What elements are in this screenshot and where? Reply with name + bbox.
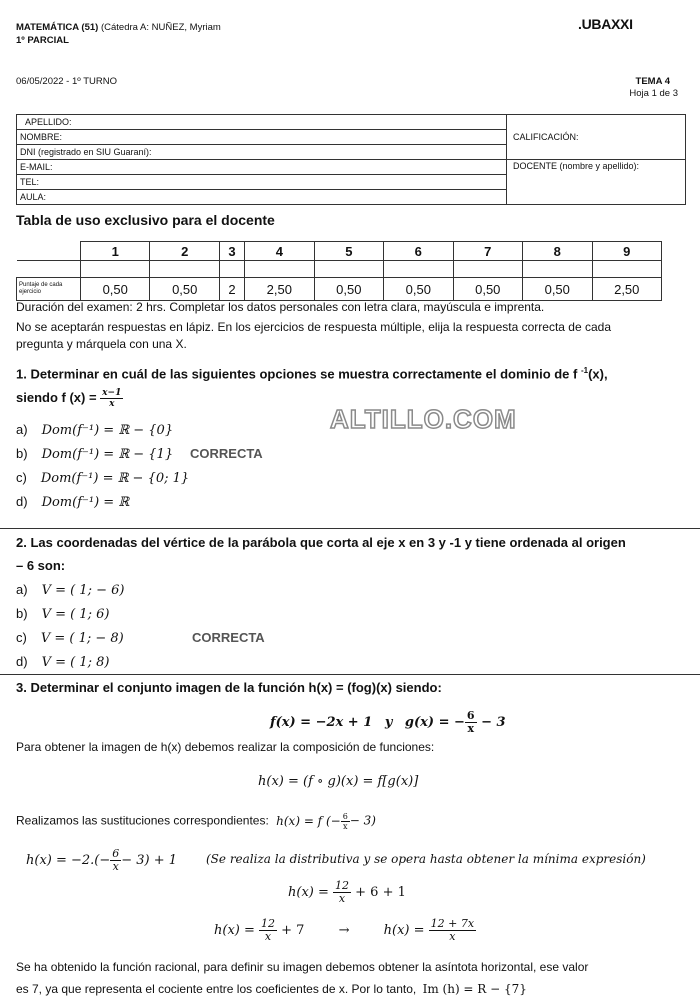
- score-value: 0,50: [523, 278, 592, 301]
- score-value: 2: [219, 278, 244, 301]
- q1-option-d[interactable]: d) Dom(f⁻¹) = ℝ: [16, 494, 130, 510]
- q1-fraction: $\frac{x-1}{x}$: [102, 388, 122, 409]
- field-apellido[interactable]: APELLIDO:: [17, 115, 507, 130]
- score-col-header: 9: [592, 242, 662, 261]
- field-aula[interactable]: AULA:: [17, 190, 507, 205]
- score-value: 0,50: [453, 278, 522, 301]
- score-col-header: 6: [384, 242, 453, 261]
- q3-given-functions: f(x) = −2x + 1 y g(x) = − $\frac{6}{x}$ − 3: [270, 709, 506, 735]
- tema-label: TEMA 4: [635, 76, 670, 87]
- q2-option-a[interactable]: a) V = ( 1; − 6): [16, 582, 125, 598]
- q3-conclusion-line-2: es 7, ya que representa el cociente entre los coeficientes de x. Por lo tanto, Im (h) = R − {7}: [16, 982, 527, 996]
- field-email[interactable]: E-MAIL:: [17, 160, 507, 175]
- score-col-header: 7: [453, 242, 522, 261]
- score-col-header: 2: [150, 242, 219, 261]
- score-value: 0,50: [384, 278, 453, 301]
- altillo-watermark: ALTILLO.COM: [330, 404, 517, 434]
- brand-logo: .UBAXXI: [578, 16, 633, 32]
- section-divider: [0, 528, 700, 529]
- q3-substitution: Realizamos las sustituciones correspondientes: h(x) = f (− $\frac{6}{x}$ − 3): [16, 812, 376, 831]
- score-col-header: 3: [219, 242, 244, 261]
- score-col-header: 8: [523, 242, 592, 261]
- field-docente: DOCENTE (nombre y apellido):: [507, 160, 686, 205]
- date-turn: 06/05/2022 - 1º TURNO: [16, 76, 117, 87]
- q3-statement: 3. Determinar el conjunto imagen de la función h(x) = (fog)(x) siendo:: [16, 680, 442, 695]
- score-input-cell[interactable]: [592, 261, 662, 278]
- q2-option-b[interactable]: b) V = ( 1; 6): [16, 606, 110, 622]
- score-value: 2,50: [245, 278, 314, 301]
- exam-name: 1º PARCIAL: [16, 35, 69, 46]
- score-value: 0,50: [314, 278, 383, 301]
- chair-name: (Cátedra A: NUÑEZ, Myriam: [100, 22, 221, 33]
- section-divider: [0, 674, 700, 675]
- score-input-cell[interactable]: [81, 261, 150, 278]
- instructions-line-1: Duración del examen: 2 hrs. Completar los datos personales con letra clara, mayúscula e imprenta.: [16, 300, 545, 314]
- field-tel[interactable]: TEL:: [17, 175, 507, 190]
- score-col-header: 1: [81, 242, 150, 261]
- q2-correct-label: CORRECTA: [192, 630, 265, 645]
- score-input-cell[interactable]: [314, 261, 383, 278]
- q1-option-a[interactable]: a) Dom(f⁻¹) = ℝ − {0}: [16, 422, 174, 438]
- q1-function-def: siendo f (x) = $\frac{x-1}{x}$: [16, 388, 122, 409]
- page-count: Hoja 1 de 3: [629, 88, 678, 99]
- q3-distributive-note: (Se realiza la distributiva y se opera hasta obtener la mínima expresión): [206, 852, 646, 866]
- q1-option-b[interactable]: b) Dom(f⁻¹) = ℝ − {1}: [16, 446, 174, 462]
- q1-correct-label: CORRECTA: [190, 446, 263, 461]
- q2-statement: 2. Las coordenadas del vértice de la parábola que corta al eje x en 3 y -1 y tiene ordenada al origen: [16, 535, 626, 550]
- course-title: MATEMÁTICA (51): [16, 22, 99, 33]
- q3-composition-eq: h(x) = (f ∘ g)(x) = f[g(x)]: [258, 774, 419, 789]
- score-input-cell[interactable]: [523, 261, 592, 278]
- score-input-cell[interactable]: [245, 261, 314, 278]
- course-header: [16, 22, 221, 33]
- q3-conclusion-line-1: Se ha obtenido la función racional, para definir su imagen debemos obtener la asíntota horizontal, ese valor: [16, 960, 589, 974]
- score-input-cell[interactable]: [384, 261, 453, 278]
- score-input-cell[interactable]: [219, 261, 244, 278]
- q3-paragraph-1: Para obtener la imagen de h(x) debemos realizar la composición de funciones:: [16, 740, 435, 754]
- score-input-cell[interactable]: [453, 261, 522, 278]
- q2-option-c[interactable]: c) V = ( 1; − 8): [16, 630, 124, 646]
- field-nombre[interactable]: NOMBRE:: [17, 130, 507, 145]
- score-value: 2,50: [592, 278, 662, 301]
- score-col-header: 5: [314, 242, 383, 261]
- score-table-title: Tabla de uso exclusivo para el docente: [16, 212, 275, 228]
- q3-image-result: Im (h) = R − {7}: [422, 982, 527, 996]
- q3-simplified-eq: h(x) = $\frac{12}{x}$ + 7 → h(x) = $\frac{12 + 7x}{x}$: [214, 917, 475, 943]
- q3-distributive-eq: h(x) = −2.(− $\frac{6}{x}$ − 3) + 1: [26, 847, 178, 873]
- student-data-form: [16, 114, 686, 205]
- score-value: 0,50: [150, 278, 219, 301]
- score-col-header: 4: [245, 242, 314, 261]
- q2-statement-end: – 6 son:: [16, 558, 66, 573]
- arrow-icon: →: [338, 923, 350, 938]
- field-calificacion: CALIFICACIÓN:: [507, 115, 686, 160]
- score-input-cell[interactable]: [150, 261, 219, 278]
- score-table: [16, 241, 662, 301]
- score-row-label: Puntaje de cada ejercicio: [17, 278, 81, 301]
- instructions-line-2: No se aceptarán respuestas en lápiz. En los ejercicios de respuesta múltiple, elija la respuesta correcta de cada: [16, 320, 611, 334]
- field-dni[interactable]: DNI (registrado en SIU Guaraní):: [17, 145, 507, 160]
- q1-statement: 1. Determinar en cuál de las siguientes opciones se muestra correctamente el dominio de f $^{-1}$(x),: [16, 366, 608, 382]
- score-value: 0,50: [81, 278, 150, 301]
- instructions-line-3: pregunta y márquela con una X.: [16, 337, 187, 351]
- q3-step-eq: h(x) = $\frac{12}{x}$ + 6 + 1: [288, 879, 406, 905]
- q2-option-d[interactable]: d) V = ( 1; 8): [16, 654, 110, 670]
- q1-option-c[interactable]: c) Dom(f⁻¹) = ℝ − {0; 1}: [16, 470, 190, 486]
